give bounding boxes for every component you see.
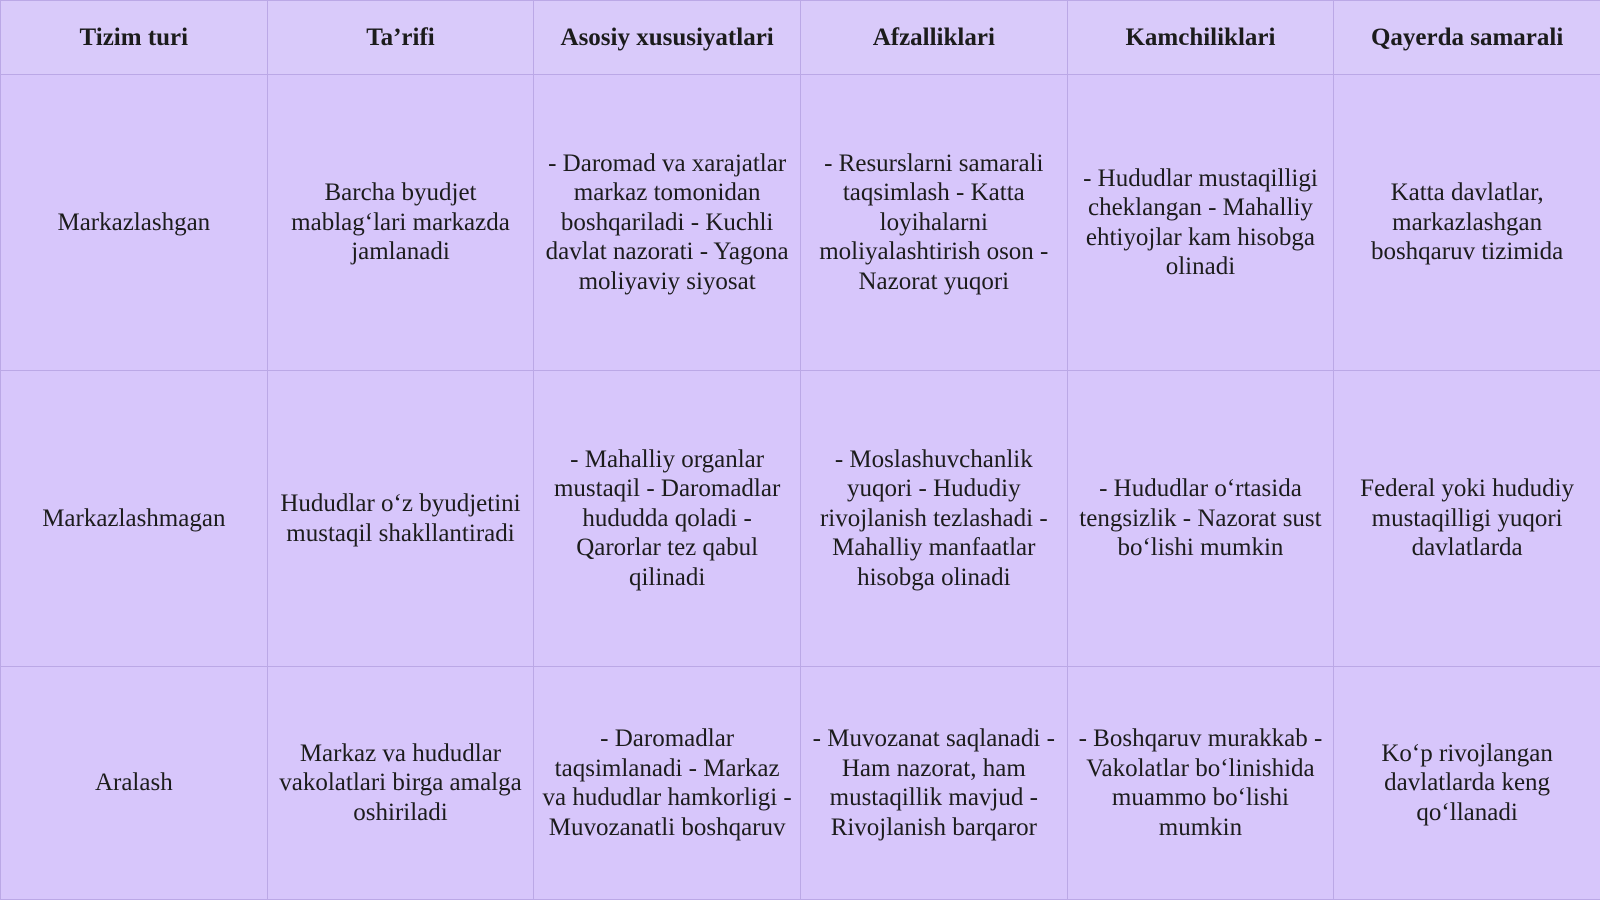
table-cell: - Mahalliy organlar mustaqil - Daromadlar hududda qoladi - Qarorlar tez qabul qilinadi bbox=[534, 371, 801, 667]
table-cell: - Hududlar mustaqilligi cheklangan - Mahalliy ehtiyojlar kam hisobga olinadi bbox=[1067, 75, 1334, 371]
table-cell: - Muvozanat saqlanadi - Ham nazorat, ham mustaqillik mavjud - Rivojlanish barqaror bbox=[800, 667, 1067, 900]
table-cell: - Moslashuvchanlik yuqori - Hududiy rivojlanish tezlashadi - Mahalliy manfaatlar hisobga olinadi bbox=[800, 371, 1067, 667]
table-cell: Katta davlatlar, markazlashgan boshqaruv tizimida bbox=[1334, 75, 1600, 371]
header-row bbox=[1, 1, 1600, 75]
header-cell-advantages: Afzalliklari bbox=[800, 1, 1067, 75]
table-cell: - Boshqaruv murakkab - Vakolatlar bo‘linishida muammo bo‘lishi mumkin bbox=[1067, 667, 1334, 900]
header-cell-main-features: Asosiy xususiyatlari bbox=[534, 1, 801, 75]
header-cell-disadvantages: Kamchiliklari bbox=[1067, 1, 1334, 75]
table-cell: - Hududlar o‘rtasida tengsizlik - Nazorat sust bo‘lishi mumkin bbox=[1067, 371, 1334, 667]
table-row bbox=[1, 75, 1600, 371]
table-cell: Markazlashmagan bbox=[1, 371, 268, 667]
table-header bbox=[1, 1, 1600, 75]
header-cell-definition: Ta’rifi bbox=[267, 1, 534, 75]
table-cell: Federal yoki hududiy mustaqilligi yuqori davlatlarda bbox=[1334, 371, 1600, 667]
table-cell: Barcha byudjet mablag‘lari markazda jamlanadi bbox=[267, 75, 534, 371]
table-cell: - Daromadlar taqsimlanadi - Markaz va hududlar hamkorligi - Muvozanatli boshqaruv bbox=[534, 667, 801, 900]
table-row bbox=[1, 371, 1600, 667]
table-cell: Markazlashgan bbox=[1, 75, 268, 371]
table-cell: Aralash bbox=[1, 667, 268, 900]
table-cell: Markaz va hududlar vakolatlari birga amalga oshiriladi bbox=[267, 667, 534, 900]
header-cell-system-type: Tizim turi bbox=[1, 1, 268, 75]
table-cell: - Resurslarni samarali taqsimlash - Katta loyihalarni moliyalashtirish oson - Nazorat yuqori bbox=[800, 75, 1067, 371]
table-cell: - Daromad va xarajatlar markaz tomonidan boshqariladi - Kuchli davlat nazorati - Yagona moliyaviy siyosat bbox=[534, 75, 801, 371]
table-cell: Ko‘p rivojlangan davlatlarda keng qo‘llanadi bbox=[1334, 667, 1600, 900]
table-cell: Hududlar o‘z byudjetini mustaqil shakllantiradi bbox=[267, 371, 534, 667]
header-cell-where-effective: Qayerda samarali bbox=[1334, 1, 1600, 75]
table-row bbox=[1, 667, 1600, 900]
table-body bbox=[1, 75, 1600, 900]
